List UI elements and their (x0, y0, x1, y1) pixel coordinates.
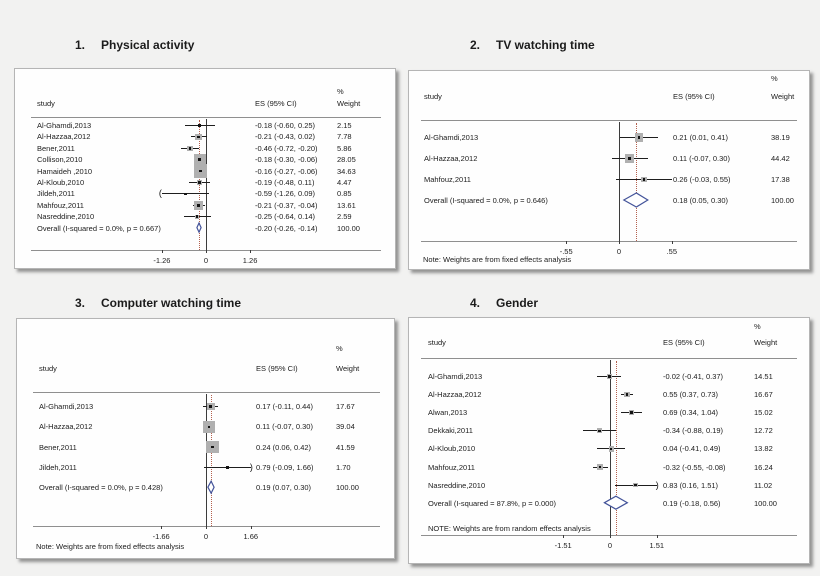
weight-value: 0.85 (337, 189, 352, 199)
axis-tick (563, 535, 564, 538)
study-label: Jildeh,2011 (37, 189, 75, 199)
study-label: Jildeh,2011 (39, 462, 77, 472)
study-label: Al-Hazzaa,2012 (37, 132, 91, 142)
percent-header: % (337, 87, 344, 96)
axis-tick (162, 250, 163, 253)
study-label: Al-Ghamdi,2013 (37, 121, 92, 130)
weight-column-header: Weight (336, 364, 360, 373)
overall-row-label: Overall (I-squared = 87.8%, p = 0.000) (428, 498, 556, 508)
axis-tick-label: 1.66 (243, 532, 259, 541)
weight-value: 34.63 (337, 166, 356, 176)
percent-header: % (336, 344, 343, 353)
axis-tick-label: 0 (203, 532, 209, 541)
study-column-header: study (428, 338, 446, 347)
es-ci-value: 0.18 (0.05, 0.30) (673, 196, 729, 205)
es-ci-value: 0.04 (-0.41, 0.49) (663, 444, 721, 454)
overall-diamond (409, 71, 809, 269)
weight-value: 100.00 (337, 223, 360, 233)
es-ci-value: -0.18 (-0.60, 0.25) (255, 121, 316, 130)
study-label: Collison,2010 (37, 155, 83, 165)
forest-panel-gender (408, 317, 810, 564)
weight-value: 38.19 (771, 133, 790, 142)
axis-tick (250, 250, 251, 253)
weight-column-header: Weight (771, 92, 795, 101)
es-ci-value: -0.20 (-0.26, -0.14) (255, 223, 318, 233)
es-ci-value: 0.26 (-0.03, 0.55) (673, 175, 731, 184)
weight-value: 44.42 (771, 154, 790, 163)
study-label: Bener,2011 (39, 442, 77, 452)
study-column-header: study (39, 364, 57, 373)
es-ci-value: -0.18 (-0.30, -0.06) (255, 155, 318, 165)
forest-panel-physical-activity (14, 68, 396, 269)
study-label: Al-Hazzaa,2012 (428, 390, 482, 400)
axis-tick (206, 250, 207, 253)
study-label: Alwan,2013 (428, 408, 468, 418)
forest-panel-tv-watching-time (408, 70, 810, 270)
axis-tick (251, 526, 252, 529)
panel-title-computer-watching-time (75, 296, 241, 310)
weights-note: Note: Weights are from fixed effects analysis (423, 255, 572, 264)
axis-tick-label: 0 (203, 256, 209, 265)
panel-title-text: Gender (496, 296, 539, 310)
axis-tick-label: -.55 (559, 247, 573, 256)
study-column-header: study (37, 99, 55, 108)
es-ci-value: -0.46 (-0.72, -0.20) (255, 143, 318, 153)
axis-tick (619, 241, 620, 244)
panel-title-text: Computer watching time (101, 296, 242, 310)
weight-value: 12.72 (754, 426, 773, 436)
percent-header: % (754, 322, 761, 331)
es-ci-value: 0.11 (-0.07, 0.30) (673, 154, 730, 163)
axis-tick-label: 1.26 (242, 256, 258, 265)
study-label: Nasreddine,2010 (37, 212, 95, 222)
weight-value: 11.02 (754, 480, 773, 490)
axis-tick-label: .55 (666, 247, 678, 256)
weight-value: 4.47 (337, 178, 352, 187)
panel-title-physical-activity (75, 38, 194, 52)
weight-value: 13.82 (754, 444, 773, 454)
es-ci-value: 0.21 (0.01, 0.41) (673, 133, 729, 142)
ci-clip-indicator: ( (158, 188, 162, 199)
es-ci-value: -0.59 (-1.26, 0.09) (255, 189, 316, 199)
axis-tick (161, 526, 162, 529)
weight-value: 100.00 (754, 498, 777, 508)
es-ci-value: -0.25 (-0.64, 0.14) (255, 212, 316, 222)
weight-value: 15.02 (754, 408, 773, 418)
panel-number: 3. (75, 296, 86, 310)
es-ci-value: 0.17 (-0.11, 0.44) (256, 402, 313, 411)
axis-tick-label: -1.66 (152, 532, 170, 541)
weight-value: 41.59 (336, 442, 355, 452)
weight-column-header: Weight (337, 99, 361, 108)
study-label: Mahfouz,2011 (37, 200, 84, 210)
weight-value: 17.38 (771, 175, 790, 184)
weight-value: 17.67 (336, 402, 355, 411)
study-label: Dekkaki,2011 (428, 426, 473, 436)
overall-row-label: Overall (I-squared = 0.0%, p = 0.667) (37, 223, 161, 233)
es-ci-value: 0.19 (0.07, 0.30) (256, 483, 312, 493)
axis-tick-label: 0 (616, 247, 622, 256)
es-ci-value: -0.34 (-0.88, 0.19) (663, 426, 724, 436)
study-label: Al-Hazzaa,2012 (424, 154, 478, 163)
weight-value: 39.04 (336, 422, 355, 432)
overall-row-label: Overall (I-squared = 0.0%, p = 0.646) (424, 196, 548, 205)
es-ci-value: 0.69 (0.34, 1.04) (663, 408, 719, 418)
es-column-header: ES (95% CI) (663, 338, 705, 347)
es-column-header: ES (95% CI) (255, 99, 297, 108)
study-label: Mahfouz,2011 (424, 175, 471, 184)
es-ci-value: 0.24 (0.06, 0.42) (256, 442, 312, 452)
panel-number: 1. (75, 38, 86, 52)
weight-value: 5.86 (337, 143, 352, 153)
study-label: Nasreddine,2010 (428, 480, 486, 490)
overall-diamond (15, 69, 395, 268)
weight-value: 100.00 (336, 483, 359, 493)
weight-value: 28.05 (337, 155, 356, 165)
study-label: Al-Ghamdi,2013 (428, 372, 483, 381)
axis-tick (206, 526, 207, 529)
study-label: Mahfouz,2011 (428, 462, 475, 472)
axis-tick-label: -1.26 (153, 256, 171, 265)
panel-number: 2. (470, 38, 481, 52)
panel-title-text: Physical activity (101, 38, 195, 52)
es-ci-value: 0.19 (-0.18, 0.56) (663, 498, 721, 508)
axis-tick-label: 0 (607, 541, 613, 550)
weight-value: 16.24 (754, 462, 773, 472)
weight-value: 7.78 (337, 132, 352, 142)
es-ci-value: -0.16 (-0.27, -0.06) (255, 166, 318, 176)
study-label: Al-Kloub,2010 (428, 444, 476, 454)
panel-title-tv-watching-time (470, 38, 595, 52)
weight-value: 14.51 (754, 372, 773, 381)
panel-number: 4. (470, 296, 481, 310)
study-column-header: study (424, 92, 442, 101)
study-label: Al-Kloub,2010 (37, 178, 85, 187)
overall-diamond (17, 319, 394, 558)
ci-clip-indicator: ) (655, 479, 659, 490)
es-ci-value: 0.79 (-0.09, 1.66) (256, 462, 314, 472)
weight-value: 13.61 (337, 200, 356, 210)
forest-panel-computer-watching-time (16, 318, 395, 559)
axis-tick (657, 535, 658, 538)
ci-clip-indicator: ) (249, 461, 253, 472)
weight-value: 100.00 (771, 196, 794, 205)
weights-note: Note: Weights are from fixed effects analysis (36, 542, 185, 551)
es-ci-value: -0.21 (-0.43, 0.02) (255, 132, 316, 142)
es-column-header: ES (95% CI) (673, 92, 715, 101)
study-label: Al-Hazzaa,2012 (39, 422, 93, 432)
es-ci-value: -0.32 (-0.55, -0.08) (663, 462, 726, 472)
axis-tick (610, 535, 611, 538)
percent-header: % (771, 74, 778, 83)
overall-diamond (409, 318, 809, 563)
weight-value: 2.15 (337, 121, 352, 130)
es-ci-value: -0.02 (-0.41, 0.37) (663, 372, 724, 381)
weight-column-header: Weight (754, 338, 778, 347)
es-ci-value: 0.83 (0.16, 1.51) (663, 480, 719, 490)
es-column-header: ES (95% CI) (256, 364, 298, 373)
weight-value: 1.70 (336, 462, 351, 472)
weight-value: 2.59 (337, 212, 352, 222)
panel-title-text: TV watching time (496, 38, 595, 52)
panel-title-gender (470, 296, 538, 310)
weights-note: NOTE: Weights are from random effects analysis (428, 524, 591, 533)
es-ci-value: -0.19 (-0.48, 0.11) (255, 178, 315, 187)
weight-value: 16.67 (754, 390, 773, 400)
axis-tick-label: -1.51 (554, 541, 572, 550)
study-label: Al-Ghamdi,2013 (424, 133, 479, 142)
overall-row-label: Overall (I-squared = 0.0%, p = 0.428) (39, 483, 163, 493)
axis-tick-label: 1.51 (649, 541, 665, 550)
es-ci-value: 0.55 (0.37, 0.73) (663, 390, 719, 400)
study-label: Hamaideh ,2010 (37, 166, 93, 176)
study-label: Al-Ghamdi,2013 (39, 402, 94, 411)
es-ci-value: 0.11 (-0.07, 0.30) (256, 422, 313, 432)
study-label: Bener,2011 (37, 143, 75, 153)
axis-tick (672, 241, 673, 244)
axis-tick (566, 241, 567, 244)
es-ci-value: -0.21 (-0.37, -0.04) (255, 200, 318, 210)
